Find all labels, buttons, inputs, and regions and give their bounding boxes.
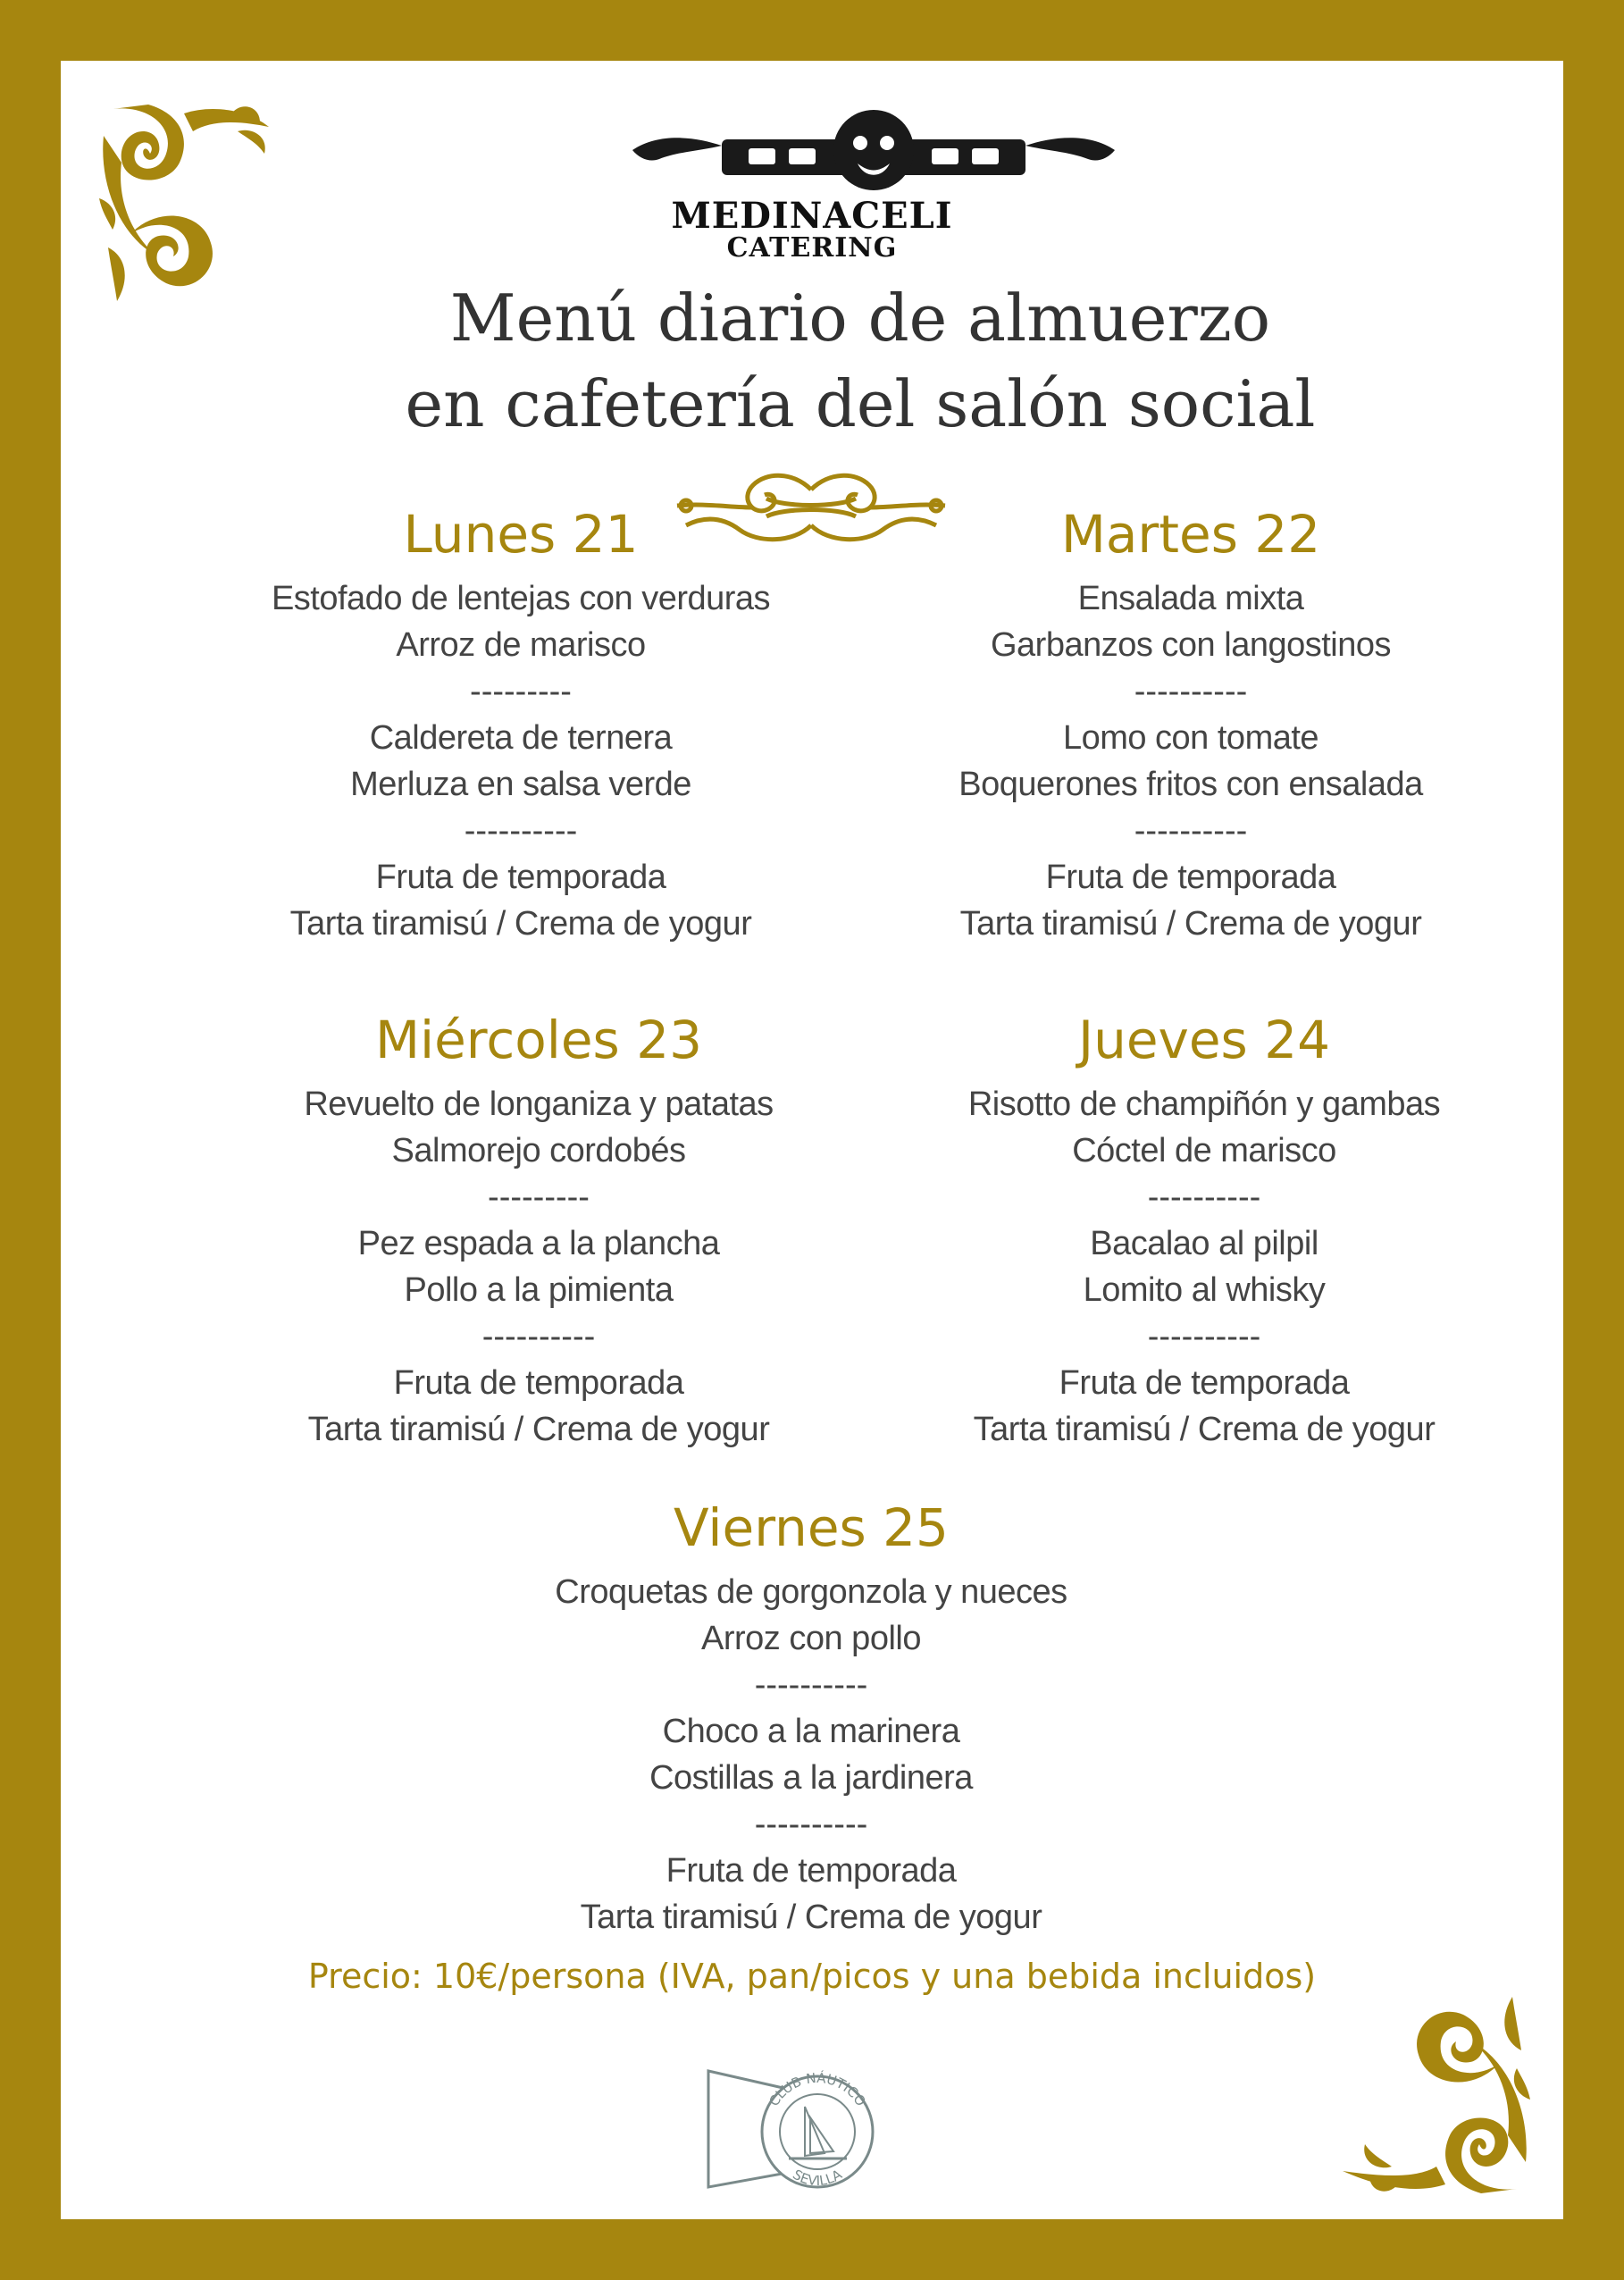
price-note: Precio: 10€/persona (IVA, pan/picos y una bebida incluidos) <box>307 1957 1317 1996</box>
course-separator: ---------- <box>1134 812 1248 850</box>
day-title: Martes 22 <box>1060 504 1321 565</box>
dish-line: Arroz con pollo <box>701 1620 921 1657</box>
club-nautico-sevilla-logo <box>699 2053 914 2205</box>
course-separator: ---------- <box>464 812 578 850</box>
brand-name: MEDINACELI <box>671 195 953 237</box>
course-separator: ---------- <box>1147 1318 1261 1355</box>
club-logo-top-text: CLUB NÁUTICO <box>766 2069 869 2109</box>
menu-title-line-1: Menú diario de almuerzo <box>449 281 1271 356</box>
course-separator: ---------- <box>1134 673 1248 710</box>
dish-line: Fruta de temporada <box>1045 859 1336 896</box>
dish-line: Fruta de temporada <box>375 859 666 896</box>
dish-line: Estofado de lentejas con verduras <box>271 580 771 617</box>
dish-line: Risotto de champiñón y gambas <box>967 1086 1441 1123</box>
course-separator: ---------- <box>754 1806 868 1843</box>
dish-line: Fruta de temporada <box>1059 1364 1350 1402</box>
dish-line: Fruta de temporada <box>393 1364 684 1402</box>
dish-line: Tarta tiramisú / Crema de yogur <box>959 905 1422 943</box>
menu-sheet <box>61 61 1563 2219</box>
dish-line: Fruta de temporada <box>666 1852 957 1890</box>
dish-line: Cóctel de marisco <box>1072 1132 1336 1169</box>
course-separator: ---------- <box>1147 1178 1261 1216</box>
brand-subtitle: CATERING <box>726 232 898 264</box>
dish-line: Garbanzos con langostinos <box>990 626 1391 664</box>
dish-line: Revuelto de longaniza y patatas <box>304 1086 774 1123</box>
day-block-lunes <box>177 499 865 947</box>
dish-line: Pollo a la pimienta <box>404 1271 674 1309</box>
day-title: Lunes 21 <box>403 504 639 565</box>
ornament-bottom-right <box>1329 1992 1535 2198</box>
dish-line: Lomito al whisky <box>1083 1271 1326 1309</box>
dish-line: Tarta tiramisú / Crema de yogur <box>289 905 752 943</box>
dish-line: Costillas a la jardinera <box>649 1759 973 1797</box>
course-separator: ---------- <box>754 1666 868 1704</box>
dish-line: Caldereta de ternera <box>369 719 673 757</box>
dish-line: Boquerones fritos con ensalada <box>958 766 1423 803</box>
course-separator: --------- <box>488 1178 590 1216</box>
dish-line: Salmorejo cordobés <box>391 1132 686 1169</box>
day-block-jueves <box>860 1004 1548 1453</box>
day-block-viernes <box>467 1492 1155 1941</box>
day-title: Miércoles 23 <box>374 1010 703 1070</box>
dish-line: Croquetas de gorgonzola y nueces <box>555 1573 1067 1611</box>
day-title: Viernes 25 <box>674 1497 949 1558</box>
dish-line: Choco a la marinera <box>662 1713 960 1750</box>
dish-line: Pez espada a la plancha <box>357 1225 720 1262</box>
club-logo-bottom-text: SEVILLA <box>790 2166 845 2190</box>
dish-line: Ensalada mixta <box>1077 580 1304 617</box>
menu-title-line-2: en cafetería del salón social <box>405 366 1316 441</box>
dish-line: Bacalao al pilpil <box>1090 1225 1318 1262</box>
dish-line: Tarta tiramisú / Crema de yogur <box>973 1411 1436 1448</box>
course-separator: --------- <box>470 673 572 710</box>
course-separator: ---------- <box>481 1318 596 1355</box>
dish-line: Lomo con tomate <box>1062 719 1319 757</box>
dish-line: Tarta tiramisú / Crema de yogur <box>580 1899 1042 1936</box>
dish-line: Arroz de marisco <box>396 626 646 664</box>
day-block-miercoles <box>195 1004 883 1453</box>
day-title: Jueves 24 <box>1077 1010 1330 1070</box>
day-block-martes <box>847 499 1535 947</box>
dish-line: Tarta tiramisú / Crema de yogur <box>307 1411 770 1448</box>
dish-line: Merluza en salsa verde <box>350 766 691 803</box>
